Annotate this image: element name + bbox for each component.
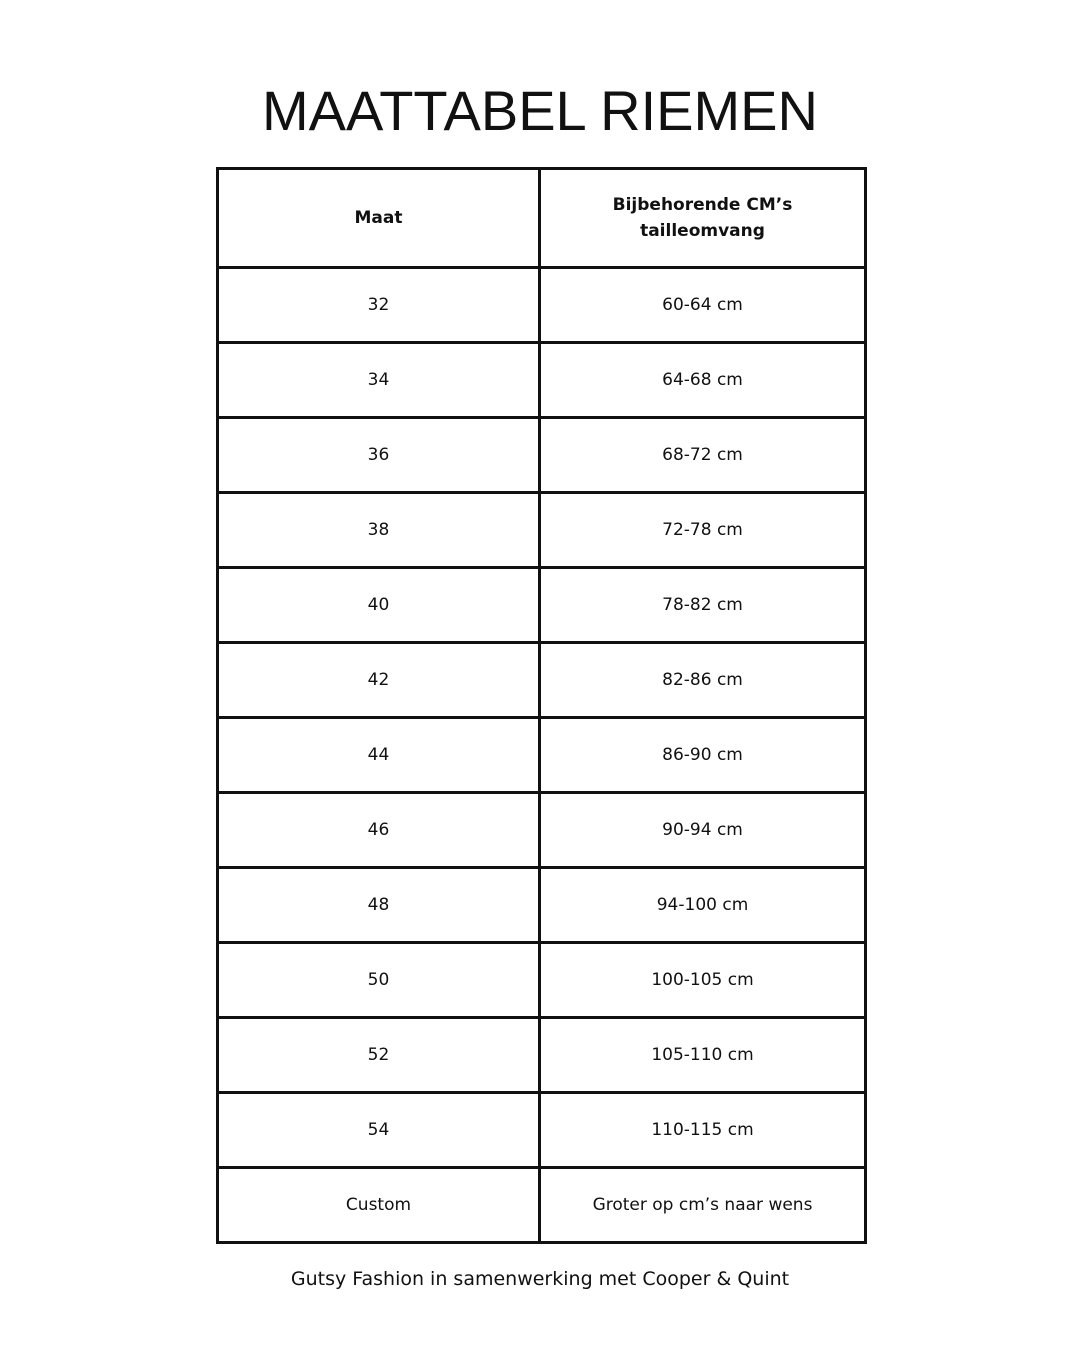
waist-cell: 100-105 cm (540, 943, 866, 1018)
table-header-row (218, 169, 866, 268)
size-cell: 38 (218, 493, 540, 568)
table-row (218, 268, 866, 343)
size-cell: 52 (218, 1018, 540, 1093)
waist-cell: 82-86 cm (540, 643, 866, 718)
table-row (218, 568, 866, 643)
size-cell: 42 (218, 643, 540, 718)
waist-cell: 86-90 cm (540, 718, 866, 793)
header-maat: Maat (218, 169, 540, 268)
header-waist-cm (540, 169, 866, 268)
waist-cell: 94-100 cm (540, 868, 866, 943)
waist-cell: 60-64 cm (540, 268, 866, 343)
table-row (218, 1093, 866, 1168)
table-row (218, 493, 866, 568)
size-cell: 48 (218, 868, 540, 943)
waist-cell: 64-68 cm (540, 343, 866, 418)
size-cell: 50 (218, 943, 540, 1018)
table-row-custom (218, 1168, 866, 1243)
size-table (216, 167, 867, 1244)
size-cell: 36 (218, 418, 540, 493)
waist-cell: 78-82 cm (540, 568, 866, 643)
table-row (218, 943, 866, 1018)
waist-cell: 90-94 cm (540, 793, 866, 868)
table-row (218, 418, 866, 493)
size-cell: Custom (218, 1168, 540, 1243)
header-waist-cm-line2: tailleomvang (640, 221, 765, 241)
footer-credit: Gutsy Fashion in samenwerking met Cooper & Quint (290, 1268, 790, 1290)
table-row (218, 793, 866, 868)
page-title: MAATTABEL RIEMEN (262, 79, 818, 142)
size-cell: 32 (218, 268, 540, 343)
size-cell: 54 (218, 1093, 540, 1168)
table-row (218, 643, 866, 718)
waist-cell: Groter op cm’s naar wens (540, 1168, 866, 1243)
table-row (218, 343, 866, 418)
size-cell: 40 (218, 568, 540, 643)
waist-cell: 105-110 cm (540, 1018, 866, 1093)
waist-cell: 110-115 cm (540, 1093, 866, 1168)
header-waist-cm-line1: Bijbehorende CM’s (612, 195, 793, 215)
size-cell: 46 (218, 793, 540, 868)
table-row (218, 718, 866, 793)
waist-cell: 68-72 cm (540, 418, 866, 493)
size-cell: 44 (218, 718, 540, 793)
table-row (218, 1018, 866, 1093)
size-cell: 34 (218, 343, 540, 418)
waist-cell: 72-78 cm (540, 493, 866, 568)
table-row (218, 868, 866, 943)
